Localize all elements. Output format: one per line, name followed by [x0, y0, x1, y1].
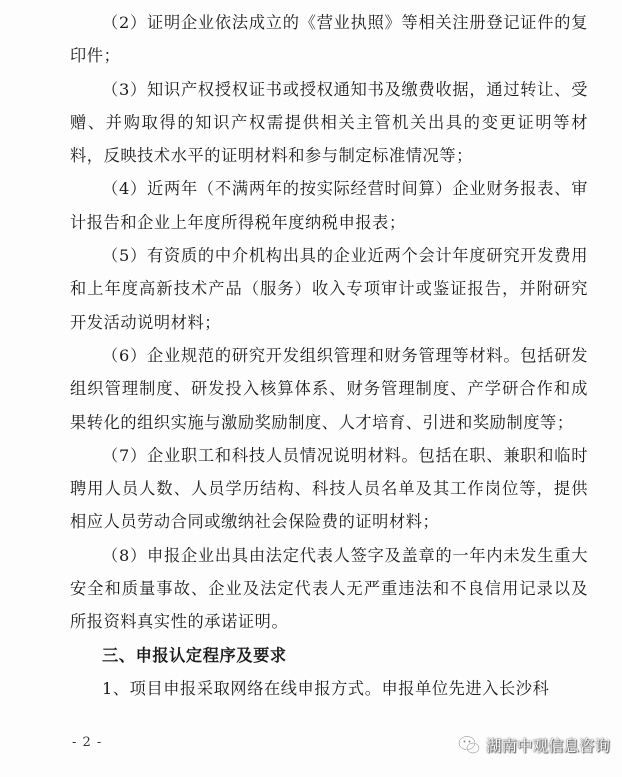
paragraph-item-5: （5）有资质的中介机构出具的企业近两个会计年度研究开发费用和上年度高新技术产品（服务）收入专项审计或鉴证报告，并附研究开发活动说明材料； [70, 246, 588, 332]
section-heading: 三、申报认定程序及要求 [102, 645, 287, 665]
watermark [458, 734, 610, 756]
paragraph-item-3: （3）知识产权授权证书或授权通知书及缴费收据，通过转让、受赠、并购取得的知识产权需提供相关主管机关出具的变更证明等材料，反映技术水平的证明材料和参与制定标准情况等； [70, 79, 588, 166]
paragraph-item-7: （7）企业职工和科技人员情况说明材料。包括在职、兼职和临时聘用人员人数、人员学历结构、科技人员名单及其工作岗位等，提供相应人员劳动合同或缴纳社会保险费的证明材料； [70, 445, 588, 532]
paragraph-item-2: （2）证明企业依法成立的《营业执照》等相关注册登记证件的复印件； [70, 13, 588, 66]
paragraph-item-8: （8）申报企业出具由法定代表人签字及盖章的一年内未发生重大安全和质量事故、企业及法定代表人无严重违法和不良信用记录以及所报资料真实性的承诺证明。 [70, 545, 588, 632]
paragraph-procedure-1: 1、项目申报采取网络在线申报方式。申报单位先进入长沙科 [102, 678, 550, 698]
page-number: - 2 - [72, 735, 103, 750]
document-body [70, 6, 588, 705]
paragraph-item-4: （4）近两年（不满两年的按实际经营时间算）企业财务报表、审计报告和企业上年度所得税年度纳税申报表； [70, 179, 588, 232]
watermark-text: 湖南中观信息咨询 [485, 737, 610, 755]
paragraph-item-6: （6）企业规范的研究开发组织管理和财务管理等材料。包括研发组织管理制度、研发投入核算体系、财务管理制度、产学研合作和成果转化的组织实施与激励奖励制度、人才培育、引进和奖励制度等； [70, 345, 588, 432]
wechat-icon [458, 735, 480, 755]
